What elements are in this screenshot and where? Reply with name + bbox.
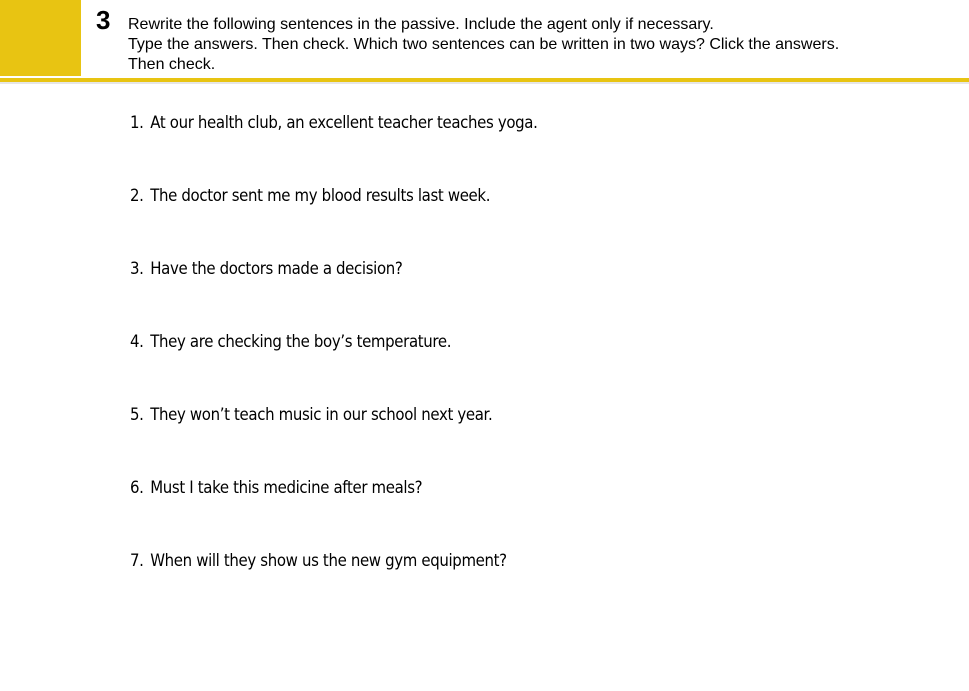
sentence-list [130, 110, 593, 621]
instructions [128, 15, 958, 75]
sentence-number: 7. [130, 551, 144, 571]
sentence-number: 5. [130, 405, 144, 425]
sentence-number: 1. [130, 113, 144, 133]
sentence-item [130, 183, 538, 256]
sentence-text: Have the doctors made a decision? [150, 259, 403, 279]
instruction-line: Then check. [128, 56, 216, 73]
sentence-text: The doctor sent me my blood results last week. [150, 186, 491, 206]
sentence-number: 4. [130, 332, 144, 352]
sentence-item [130, 110, 538, 183]
header-accent-block [0, 0, 81, 76]
sentence-text: Must I take this medicine after meals? [150, 478, 423, 498]
sentence-item [130, 256, 538, 329]
exercise-number: 3 [96, 5, 111, 35]
sentence-item [130, 475, 538, 548]
sentence-item [130, 548, 538, 621]
sentence-text: At our health club, an excellent teacher teaches yoga. [150, 113, 538, 133]
sentence-number: 2. [130, 186, 144, 206]
sentence-text: They are checking the boy’s temperature. [150, 332, 452, 352]
instruction-line: Rewrite the following sentences in the passive. Include the agent only if necessary. [128, 16, 714, 33]
sentence-number: 3. [130, 259, 144, 279]
sentence-item [130, 329, 538, 402]
header-divider-shadow [0, 82, 969, 84]
sentence-number: 6. [130, 478, 144, 498]
instruction-line: Type the answers. Then check. Which two sentences can be written in two ways? Click the answers. [128, 36, 840, 53]
sentence-text: They won’t teach music in our school next year. [150, 405, 493, 425]
sentence-text: When will they show us the new gym equipment? [150, 551, 507, 571]
sentence-item [130, 402, 538, 475]
